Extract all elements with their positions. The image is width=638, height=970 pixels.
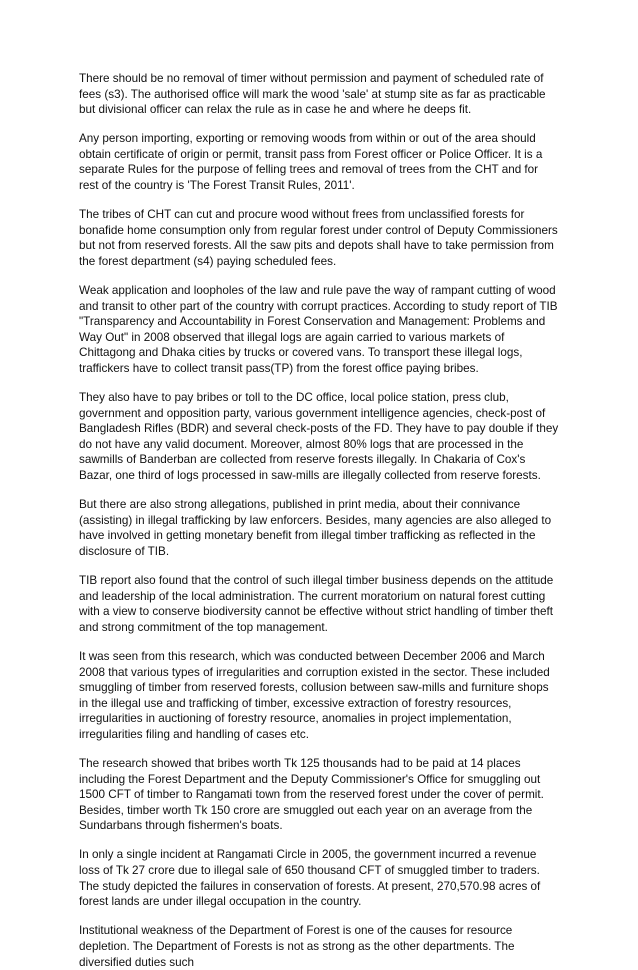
paragraph-tib-report: TIB report also found that the control of such illegal timber business depends on the attitude and leadership of the local administration. The current moratorium on natural forest cutting with a view to conserve biodiversity cannot be effective without strict handling of timber theft and strong commitment of the top management.	[79, 574, 554, 634]
paragraph-institutional-weakness: Institutional weakness of the Department of Forest is one of the causes for resource depletion. The Department of Forests is not as strong as the other departments. The diversified duties such	[79, 924, 515, 969]
paragraph-tribes-of-cht: The tribes of CHT can cut and procure wood without frees from unclassified forests for bonafide home consumption only from regular forest under control of Deputy Commissioners but not from reserved forests. All the saw pits and depots shall have to take permission from the forest department (s4) paying scheduled fees.	[79, 208, 558, 268]
paragraph-allegations: But there are also strong allegations, published in print media, about their connivance (assisting) in illegal trafficking by law enforcers. Besides, many agencies are also alleged to have involved in getting monetary benefit from illegal timber trafficking as reflected in the disclosure of TIB.	[79, 498, 552, 558]
paragraph-bribes-worth: The research showed that bribes worth Tk 125 thousands had to be paid at 14 places including the Forest Department and the Deputy Commissioner's Office for smuggling out 1500 CFT of timber to Rangamati town from the reserved forest under the cover of permit. Besides, timber worth Tk 150 crore are smuggled out each year on an average from the Sundarbans through fishermen's boats.	[79, 756, 544, 833]
paragraph-weak-application: Weak application and loopholes of the law and rule pave the way of rampant cutting of wood and transit to other part of the country with corrupt practices. According to study report of TIB "Transparency and Accountability in Forest Conservation and Management: Problems and Way Out" in 2008 observed that illegal logs are again carried to various markets of Chittagong and Dhaka cities by trucks or covered vans. To transport these illegal logs, traffickers have to collect transit pass(TP) from the forest office paying bribes.	[79, 284, 558, 375]
paragraph-removal-of-timber: There should be no removal of timer without permission and payment of scheduled rate of fees (s3). The authorised office will mark the wood 'sale' at stump site as far as practicable but divisional officer can relax the rule as in case he and where he deeps fit.	[79, 72, 546, 117]
paragraph-research-findings: It was seen from this research, which was conducted between December 2006 and March 2008 that various types of irregularities and corruption existed in the sector. These included smuggling of timber from reserved forests, collusion between saw-mills and furniture shops in the illegal use and trafficking of timber, excessive extraction of forestry resources, irregularities in auctioning of forestry resource, anomalies in project implementation, irregularities filing and handling of cases etc.	[79, 649, 550, 741]
paragraph-bribes-and-tolls: They also have to pay bribes or toll to the DC office, local police station, press club, government and opposition party, various government intelligence agencies, check-post of Bangladesh Rifles (BDR) and several check-posts of the FD. They have to pay double if they do not have any valid document. Moreover, almost 80% logs that are processed in the sawmills of Banderban are collected from reserve forests illegally. In Chakaria of Cox's Bazar, one third of logs processed in saw-mills are illegally collected from reserve forests.	[79, 391, 559, 483]
paragraph-transit-pass: Any person importing, exporting or removing woods from within or out of the area should obtain certificate of origin or permit, transit pass from Forest officer or Police Officer. It is a separate Rules for the purpose of felling trees and removal of trees from the CHT and for rest of the country is 'The Forest Transit Rules, 2011'.	[79, 132, 543, 193]
paragraph-rangamati-circle: In only a single incident at Rangamati Circle in 2005, the government incurred a revenue loss of Tk 27 crore due to illegal sale of 650 thousand CFT of smuggled timber to traders. The study depicted the failures in conservation of forests. At present, 270,570.98 acres of forest lands are under illegal occupation in the country.	[79, 848, 541, 909]
